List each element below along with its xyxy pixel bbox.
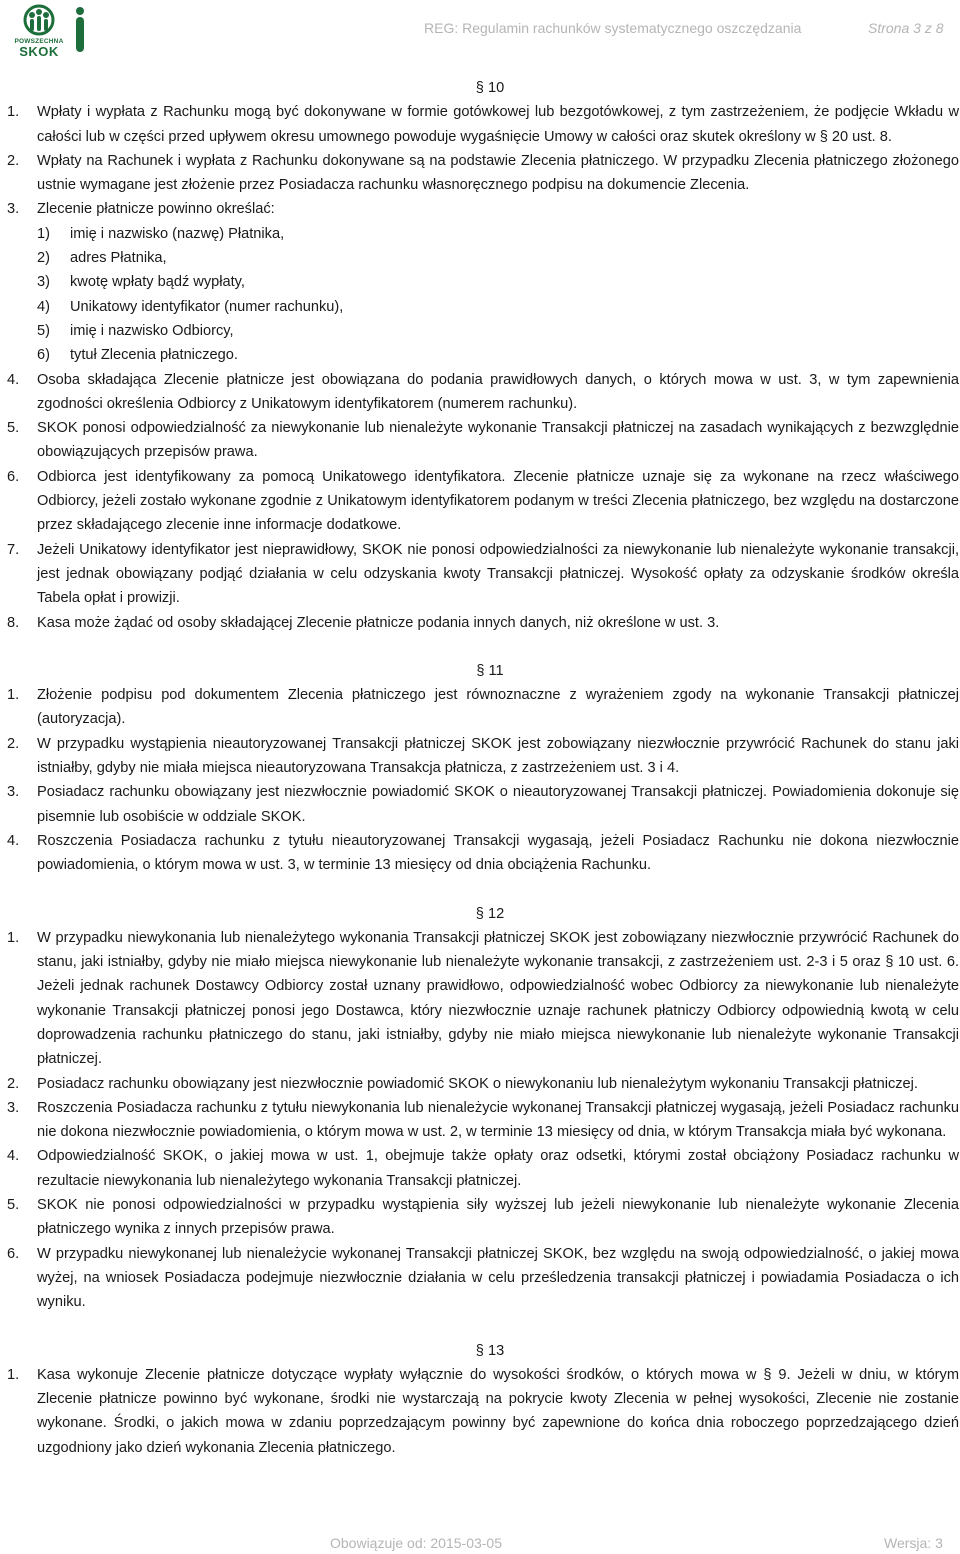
sub-item-text: imię i nazwisko Odbiorcy, (70, 322, 234, 339)
section-heading: § 13 (475, 1342, 505, 1359)
item-text: Roszczenia Posiadacza rachunku z tytułu nieautoryzowanej Transakcji wygasają, jeżeli Posiadacz Rachunku nie dokona niezwłocznie powiadomienia, o którym mowa w ust. 3, w terminie 13 miesięcy od dnia obciążenia Rachunku. (37, 832, 959, 874)
item-text: W przypadku niewykonanej lub nienależycie wykonanej Transakcji płatniczej SKOK, bez względu na swoją odpowiedzialność, o jakiej mowa wyżej, na wniosek Posiadacza podejmuje niezwłocznie działania w celu prześledzenia transakcji płatniczej i powiadamia Posiadacza o ich wyniku. (37, 1245, 959, 1311)
list-item (7, 197, 959, 221)
item-number: 4. (7, 371, 20, 388)
list-item (7, 1144, 959, 1193)
item-text: Roszczenia Posiadacza rachunku z tytułu niewykonania lub nienależycie wykonanej Transakcji płatniczej wygasają, jeżeli Posiadacz rachunku nie dokona niezwłocznie powiadomienia, o którym mowa w ust. 2, w terminie 13 miesięcy od dnia, w którym Transakcja miała być wykonana. (37, 1099, 959, 1141)
item-text: W przypadku niewykonania lub nienależytego wykonania Transakcji płatniczej SKOK jest zobowiązany niezwłocznie przywrócić Rachunek do stanu, jaki istniałby, gdyby nie miało miejsca niewykonanie lub nienależyte wykonanie transakcji, z zastrzeżeniem ust. 2-3 i 5 oraz § 10 ust. 6. Jeżeli jednak rachunek Dostawcy Odbiorcy został uznany prawidłowo, odpowiedzialność wobec Odbiorcy za niewykonanie lub nienależyte wykonanie Transakcji płatniczej ponosi jego Dostawca, który niezwłocznie uznaje rachunek płatniczy Odbiorcy odpowiednią kwotą w celu doprowadzenia rachunku płatniczego do stanu, jaki istniałby, gdyby nie miało miejsca niewykonanie lub nienależyte wykonanie Transakcji płatniczej. (37, 929, 959, 1068)
list-item (7, 732, 959, 781)
item-number: 4. (7, 1148, 20, 1165)
item-text: Jeżeli Unikatowy identyfikator jest nieprawidłowy, SKOK nie ponosi odpowiedzialności za niewykonanie lub nienależyte wykonanie transakcji, jest jednak obowiązany podjąć działania w celu odzyskania kwoty Transakcji płatniczej. Wysokość opłaty za odzyskanie środków określa Tabela opłat i prowizji. (37, 541, 959, 607)
item-number: 2. (7, 735, 20, 752)
item-text: W przypadku wystąpienia nieautoryzowanej Transakcji płatniczej SKOK jest zobowiązany niezwłocznie przywrócić Rachunek do stanu jaki istniałby, gdyby nie miała miejsca nieautoryzowana Transakcja płatnicza, z zastrzeżeniem ust. 3 i 4. (37, 735, 959, 777)
sub-item-text: tytuł Zlecenia płatniczego. (70, 347, 238, 364)
item-text: Złożenie podpisu pod dokumentem Zlecenia płatniczego jest równoznaczne z wyrażeniem zgody na wykonanie Transakcji płatniczej (autoryzacja). (37, 687, 959, 728)
list-item (7, 926, 959, 1072)
item-text: Osoba składająca Zlecenie płatnicze jest obowiązana do podania prawidłowych danych, o których mowa w ust. 3, w tym zapewnienia zgodności określenia Odbiorcy z Unikatowym identyfikatorem (numerem rachunku). (37, 371, 959, 412)
item-text: Posiadacz rachunku obowiązany jest niezwłocznie powiadomić SKOK o nieautoryzowanej Transakcji płatniczej. Powiadomienia dokonuje się pisemnie lub osobiście w oddziale SKOK. (37, 784, 959, 825)
figure-icon (70, 6, 90, 54)
list-item (7, 1363, 959, 1460)
item-number: 1. (7, 1366, 20, 1383)
list-item (7, 368, 959, 417)
item-number: 1. (7, 687, 20, 704)
sub-list-item (7, 222, 959, 246)
effective-date: Obowiązuje od: 2015-03-05 (330, 1535, 503, 1551)
item-number: 4. (7, 832, 20, 849)
item-text: SKOK nie ponosi odpowiedzialności w przypadku wystąpienia siły wyższej lub jeżeli niewykonanie lub nienależyte wykonanie Zlecenia płatniczego wynika z innych przepisów prawa. (37, 1197, 959, 1238)
page-indicator: Strona 3 z 8 (868, 20, 944, 36)
sub-list-item (7, 295, 959, 319)
document-body (7, 76, 959, 1460)
list-item (7, 149, 959, 198)
item-number: 2. (7, 1075, 20, 1092)
list-item (7, 1072, 959, 1096)
item-number: 1. (7, 929, 20, 946)
item-number: 6. (7, 1245, 20, 1262)
list-item (7, 611, 959, 635)
sub-item-text: imię i nazwisko (nazwę) Płatnika, (70, 225, 285, 242)
item-text: SKOK ponosi odpowiedzialność za niewykonanie lub nienależyte wykonanie Transakcji płatniczej na zasadach wynikających z bezwzględnie obowiązujących przepisów prawa. (37, 420, 959, 461)
list-item (7, 829, 959, 878)
item-text: Posiadacz rachunku obowiązany jest niezwłocznie powiadomić SKOK o niewykonaniu lub nienależytym wykonaniu Transakcji płatniczej. (37, 1075, 918, 1092)
item-text: Odbiorca jest identyfikowany za pomocą Unikatowego identyfikatora. Zlecenie płatnicze uznaje się za wykonane na rzecz właściwego Odbiorcy, jeżeli zostało wykonane zgodnie z Unikatowym identyfikatorem podanym w treści Zlecenia płatniczego, bez względu na dostarczone przez składającego zlecenie inne informacje dodatkowe. (37, 468, 959, 534)
logo-text-big: SKOK (19, 44, 59, 59)
item-number: 8. (7, 614, 20, 631)
list-item (7, 1242, 959, 1315)
item-number: 6. (7, 468, 20, 485)
sub-item-text: adres Płatnika, (70, 250, 167, 267)
sub-list-item (7, 246, 959, 270)
list-item (7, 465, 959, 538)
sub-item-number: 6) (37, 347, 50, 364)
logo-text-small: POWSZECHNA (14, 38, 64, 45)
item-number: 5. (7, 1197, 20, 1214)
list-item (7, 538, 959, 611)
sub-item-number: 4) (37, 298, 50, 315)
sub-list-item (7, 319, 959, 343)
item-number: 1. (7, 104, 20, 121)
sub-item-number: 5) (37, 322, 50, 339)
item-text: Wpłaty i wypłata z Rachunku mogą być dokonywane w formie gotówkowej lub bezgotówkowej, z tym zastrzeżeniem, że podjęcie Wkładu w całości lub w części przed upływem okresu umownego powoduje wygaśnięcie Umowy w całości oraz skutek określony w § 20 ust. 8. (37, 104, 959, 145)
page-header (0, 0, 960, 60)
item-text: Kasa może żądać od osoby składającej Zlecenie płatnicze podania innych danych, niż określone w ust. 3. (37, 614, 720, 631)
section-heading: § 10 (475, 80, 505, 96)
list-item (7, 780, 959, 829)
section-heading: § 11 (476, 662, 504, 679)
item-number: 2. (7, 152, 20, 169)
skok-logo (14, 4, 92, 59)
sub-list-item (7, 270, 959, 294)
list-item (7, 683, 959, 732)
item-number: 3. (7, 1099, 20, 1116)
list-item (7, 416, 959, 465)
item-text: Odpowiedzialność SKOK, o jakiej mowa w ust. 1, obejmuje także opłaty oraz odsetki, którymi został obciążony Posiadacz rachunku w rezultacie niewykonania lub nienależytego wykonania Transakcji płatniczej. (37, 1148, 959, 1189)
sub-item-number: 3) (37, 274, 50, 291)
list-item (7, 1193, 959, 1242)
document-title: REG: Regulamin rachunków systematycznego oszczędzania (424, 20, 802, 36)
people-logo-icon (14, 4, 64, 38)
item-text: Kasa wykonuje Zlecenie płatnicze dotyczące wypłaty wyłącznie do wysokości środków, o których mowa w § 9. Jeżeli w dniu, w którym Zlecenie płatnicze powinno być wykonane, środki nie wystarczają na pokrycie kwoty Zlecenia w pełnej wysokości, Zlecenie nie zostanie wykonane. Środki, o jakich mowa w zdaniu poprzedzającym powinny być zapewnione do końca dnia roboczego poprzedzającego dzień uzgodniony jako dzień wykonania Zlecenia płatniczego. (37, 1366, 959, 1456)
sub-list-item (7, 343, 959, 367)
item-text: Zlecenie płatnicze powinno określać: (37, 201, 275, 218)
sub-item-text: Unikatowy identyfikator (numer rachunku), (70, 298, 344, 315)
item-number: 3. (7, 201, 20, 218)
item-number: 3. (7, 784, 20, 801)
list-item (7, 1096, 959, 1145)
sub-item-number: 1) (37, 225, 50, 242)
version-label: Wersja: 3 (884, 1535, 943, 1551)
sub-item-text: kwotę wpłaty bądź wypłaty, (70, 274, 245, 291)
section-heading: § 12 (475, 905, 505, 922)
sub-item-number: 2) (37, 250, 50, 267)
item-text: Wpłaty na Rachunek i wypłata z Rachunku dokonywane są na podstawie Zlecenia płatniczego. W przypadku Zlecenia płatniczego złożonego ustnie wymagane jest złożenie przez Posiadacza rachunku własnoręcznego podpisu na dokumencie Zlecenia. (37, 152, 959, 194)
page-footer (0, 1530, 960, 1554)
item-number: 7. (7, 541, 20, 558)
list-item (7, 100, 959, 149)
item-number: 5. (7, 420, 20, 437)
